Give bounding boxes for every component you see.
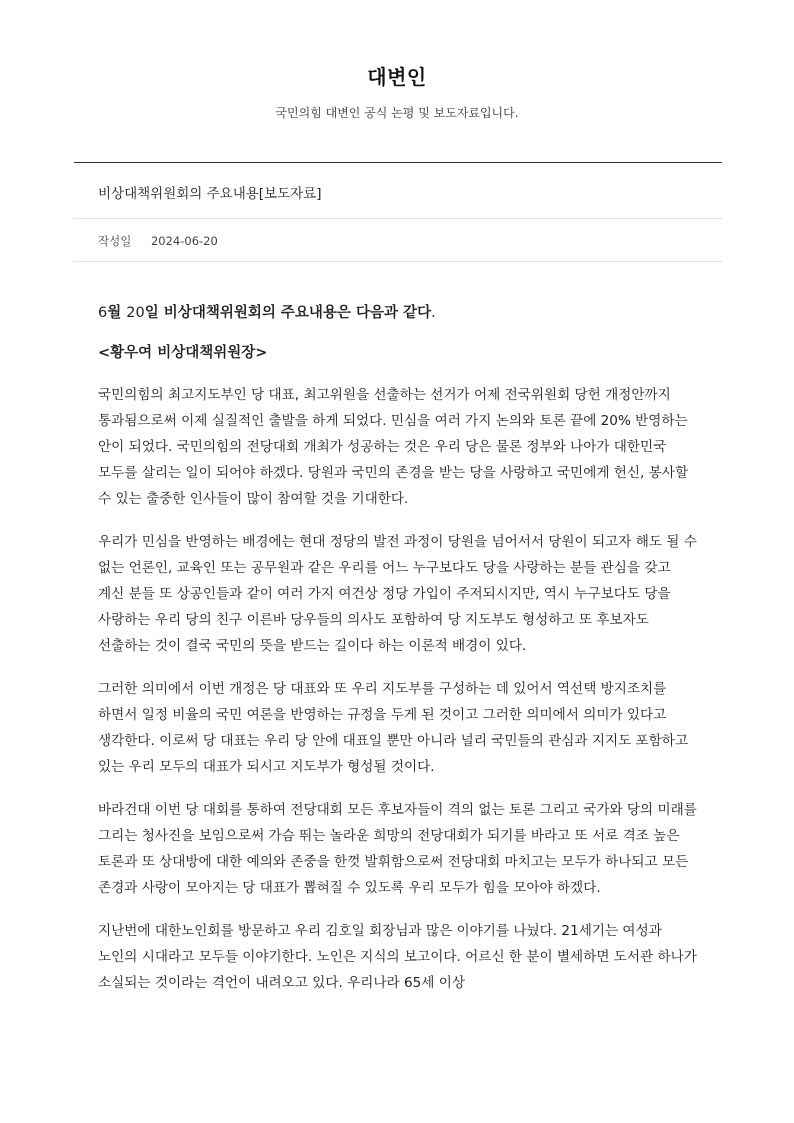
- article-paragraph: 지난번에 대한노인회를 방문하고 우리 김호일 회장님과 많은 이야기를 나눴다. 21세기는 여성과 노인의 시대라고 모두들 이야기한다. 노인은 지식의 보고이다. 어르신 한 분이 별세하면 도서관 하나가 소실되는 것이라는 격언이 내려오고 있다. 우리나라 65세 이상: [98, 923, 697, 991]
- article-body: [98, 300, 698, 1013]
- article-paragraph: 그러한 의미에서 이번 개정은 당 대표와 또 우리 지도부를 구성하는 데 있어서 역선택 방지조치를 하면서 일정 비율의 국민 여론을 반영하는 규정을 두게 된 것이고 그러한 의미에서 의미가 있다고 생각한다. 이로써 당 대표는 우리 당 안에 대표일 뿐만 아니라 널리 국민들의 관심과 지지도 포함하고 있는 우리 모두의 대표가 되시고 지도부가 형성될 것이다.: [98, 681, 689, 775]
- header-divider: [74, 162, 722, 163]
- article-lead: [98, 300, 698, 326]
- post-meta: [98, 233, 218, 249]
- lead-period: .: [431, 305, 436, 321]
- lead-text: 일 비상대책위원회의 주요내용은 다음과 같다: [144, 305, 432, 321]
- meta-divider: [74, 261, 722, 262]
- lead-month: 6: [98, 305, 108, 321]
- article-paragraph: 국민의힘의 최고지도부인 당 대표, 최고위원을 선출하는 선거가 어제 전국위원회 당헌 개정안까지 통과됨으로써 이제 실질적인 출발을 하게 되었다. 민심을 여러 가지 논의와 토론 끝에 20% 반영하는 안이 되었다. 국민의힘의 전당대회 개최가 성공하는 것은 우리 당은 물론 정부와 나아가 대한민국 모두를 살리는 일이 되어야 하겠다. 당원과 국민의 존경을 받는 당을 사랑하고 국민에게 헌신, 봉사할 수 있는 출중한 인사들이 많이 참여할 것을 기대한다.: [98, 387, 689, 507]
- site-subtitle: 국민의힘 대변인 공식 논평 및 보도자료입니다.: [275, 106, 519, 120]
- post-title: 비상대책위원회의 주요내용[보도자료]: [98, 186, 322, 202]
- site-title: 대변인: [367, 65, 427, 89]
- date-label: 작성일: [98, 234, 132, 248]
- article-paragraph: 우리가 민심을 반영하는 배경에는 현대 정당의 발전 과정이 당원을 넘어서서 당원이 되고자 해도 될 수 없는 언론인, 교육인 또는 공무원과 같은 우리를 어느 누구보다도 당을 사랑하는 분들 관심을 갖고 계신 분들 또 상공인들과 같이 여러 가지 여건상 정당 가입이 주저되시지만, 역시 누구보다도 당을 사랑하는 우리 당의 친구 이른바 당우들의 의사도 포함하여 당 지도부도 형성하고 또 후보자도 선출하는 것이 결국 국민의 뜻을 받드는 길이다 하는 이론적 배경이 있다.: [98, 534, 697, 654]
- article-paragraph: 바라건대 이번 당 대회를 통하여 전당대회 모든 후보자들이 격의 없는 토론 그리고 국가와 당의 미래를 그리는 청사진을 보임으로써 가슴 뛰는 놀라운 희망의 전당대회가 되기를 바라고 또 서로 격조 높은 토론과 또 상대방에 대한 예의와 존중을 한껏 발휘함으로써 전당대회 마치고는 모두가 하나되고 모든 존경과 사랑이 모아지는 당 대표가 뽑혀질 수 있도록 우리 모두가 힘을 모아야 하겠다.: [98, 802, 697, 896]
- speaker-heading: <황우여 비상대책위원장>: [98, 345, 268, 361]
- lead-day: 20: [126, 305, 145, 321]
- post-date: 2024-06-20: [150, 234, 218, 248]
- title-divider: [74, 218, 722, 219]
- lead-month-suffix: 월: [107, 305, 127, 321]
